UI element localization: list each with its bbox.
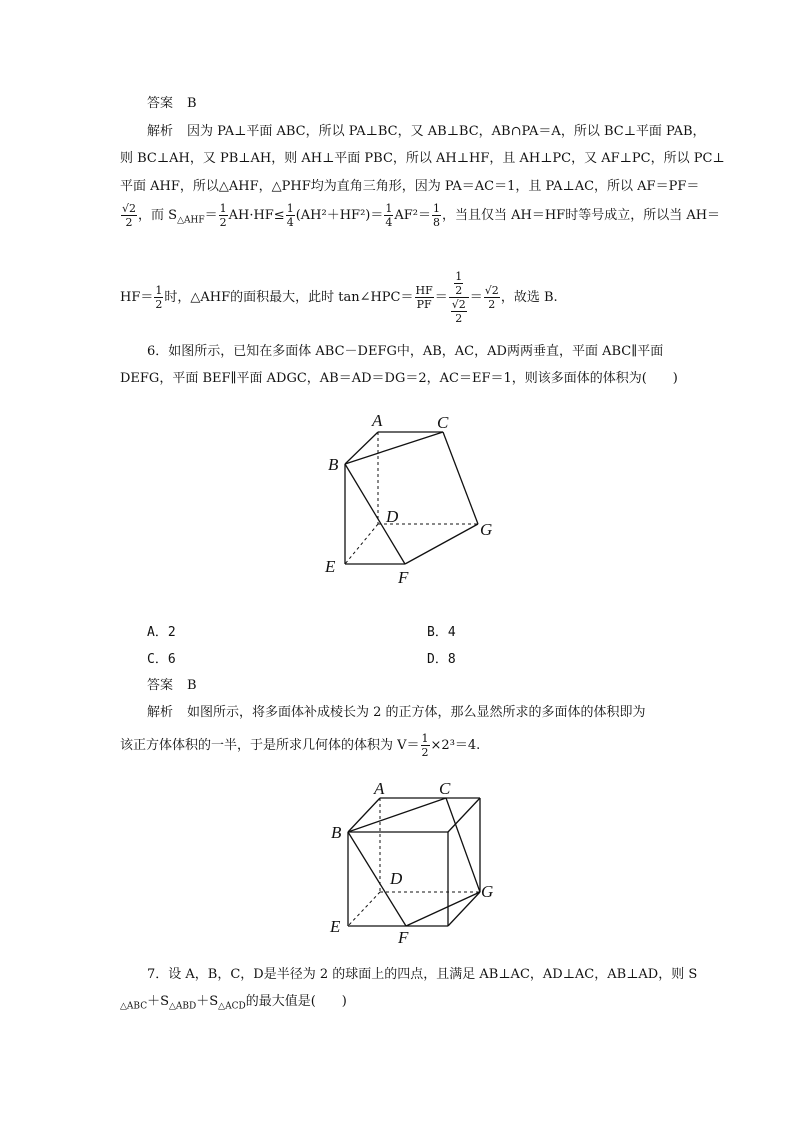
- label-e: E: [325, 557, 336, 576]
- fraction: $\frac{HF}{PF}$: [415, 284, 433, 311]
- analysis-label: 解析: [147, 124, 174, 139]
- q6-stem-line-1: 6．如图所示，已知在多面体 ABC－DEFG中，AB，AC，AD两两垂直，平面 ABC∥平面: [147, 344, 664, 359]
- q6-analysis-line-2: 该正方体体积的一半，于是所求几何体的体积为 V＝ $\frac{1}{2}$ ×2³＝4.: [120, 732, 481, 759]
- label-d: D: [386, 507, 399, 526]
- label-d: D: [390, 869, 403, 888]
- analysis-label: 解析: [147, 705, 174, 720]
- fraction: $\frac{1}{8}$: [432, 202, 440, 229]
- fraction: $\frac{1}{4}$: [385, 202, 393, 229]
- q5-answer-line: [147, 92, 197, 111]
- q6-analysis-line-1: 解析 如图所示，将多面体补成棱长为 2 的正方体，那么显然所求的多面体的体积即为: [147, 701, 646, 720]
- fraction: $\frac{1}{2}$: [421, 732, 429, 759]
- fraction: $\frac{√2}{2}$: [484, 284, 499, 311]
- option-a: A．2: [147, 625, 176, 640]
- answer-label: 答案: [147, 96, 174, 111]
- q6-stem-line-2: DEFG，平面 BEF∥平面 ADGC，AB＝AD＝DG＝2，AC＝EF＝1，则该多面体的体积为( ): [120, 371, 678, 386]
- label-b: B: [328, 455, 339, 474]
- option-d: D．8: [427, 652, 456, 667]
- q6-answer-line: [147, 674, 197, 693]
- label-g: G: [481, 882, 494, 901]
- q5-analysis-line-5: HF＝ $\frac{1}{2}$ 时，△AHF的面积最大，此时 tan∠HPC＝ $\frac{HF}{PF}$ ＝ $\frac{\frac{1}{2}}{\frac{√2}{2}}$ ＝ $\frac{√2}{2}$ ，故选 B.: [120, 270, 558, 325]
- answer-value: B: [187, 96, 197, 111]
- q5-analysis-line-1: [147, 120, 706, 139]
- label-c: C: [437, 413, 449, 432]
- q7-stem-line-1: 7．设 A，B，C，D是半径为 2 的球面上的四点，且满足 AB⊥AC，AD⊥AC，AB⊥AD，则 S: [147, 967, 698, 982]
- label-f: F: [398, 568, 409, 587]
- analysis-text: 因为 PA⊥平面 ABC，所以 PA⊥BC，又 AB⊥BC，AB∩PA＝A，所以 BC⊥平面 PAB，: [187, 124, 706, 139]
- label-e: E: [330, 917, 341, 936]
- answer-value: B: [187, 678, 197, 693]
- q5-analysis-line-3: 平面 AHF，所以△AHF，△PHF均为直角三角形，因为 PA＝AC＝1，且 PA⊥AC，所以 AF＝PF＝: [120, 179, 700, 194]
- label-a: A: [372, 411, 383, 430]
- label-a: A: [374, 779, 385, 798]
- label-f: F: [398, 928, 409, 947]
- fraction: $\frac{1}{2}$: [219, 202, 227, 229]
- q7-stem-line-2: $_{\triangle ABC}+S_{\triangle ABD}+S_{\triangle ACD}$的最大值是( ): [120, 994, 347, 1012]
- polyhedron-figure: [318, 402, 518, 592]
- answer-label: 答案: [147, 678, 174, 693]
- option-b: B．4: [427, 625, 456, 640]
- label-b: B: [331, 823, 342, 842]
- fraction: $\frac{1}{4}$: [286, 202, 294, 229]
- fraction: $\frac{√2}{2}$: [122, 202, 137, 229]
- label-c: C: [439, 779, 451, 798]
- compound-fraction: $\frac{\frac{1}{2}}{\frac{√2}{2}}$: [449, 270, 469, 325]
- option-c: C．6: [147, 652, 176, 667]
- label-g: G: [480, 520, 493, 539]
- q5-analysis-line-4: $\frac{√2}{2}$ ，而 $S_{\triangle AHF}=$ $\frac{1}{2}$ AH·HF≤ $\frac{1}{4}$ (AH²＋HF²)＝ $\frac{1}{4}$ AF²＝ $\frac{1}{8}$ ，当且仅当 AH＝HF时等号成立，所以当 AH＝: [122, 202, 721, 229]
- fraction: $\frac{1}{2}$: [155, 284, 163, 311]
- cube-figure: [318, 770, 518, 955]
- q5-analysis-line-2: 则 BC⊥AH，又 PB⊥AH，则 AH⊥平面 PBC，所以 AH⊥HF，且 AH⊥PC，又 AF⊥PC，所以 PC⊥: [120, 151, 725, 166]
